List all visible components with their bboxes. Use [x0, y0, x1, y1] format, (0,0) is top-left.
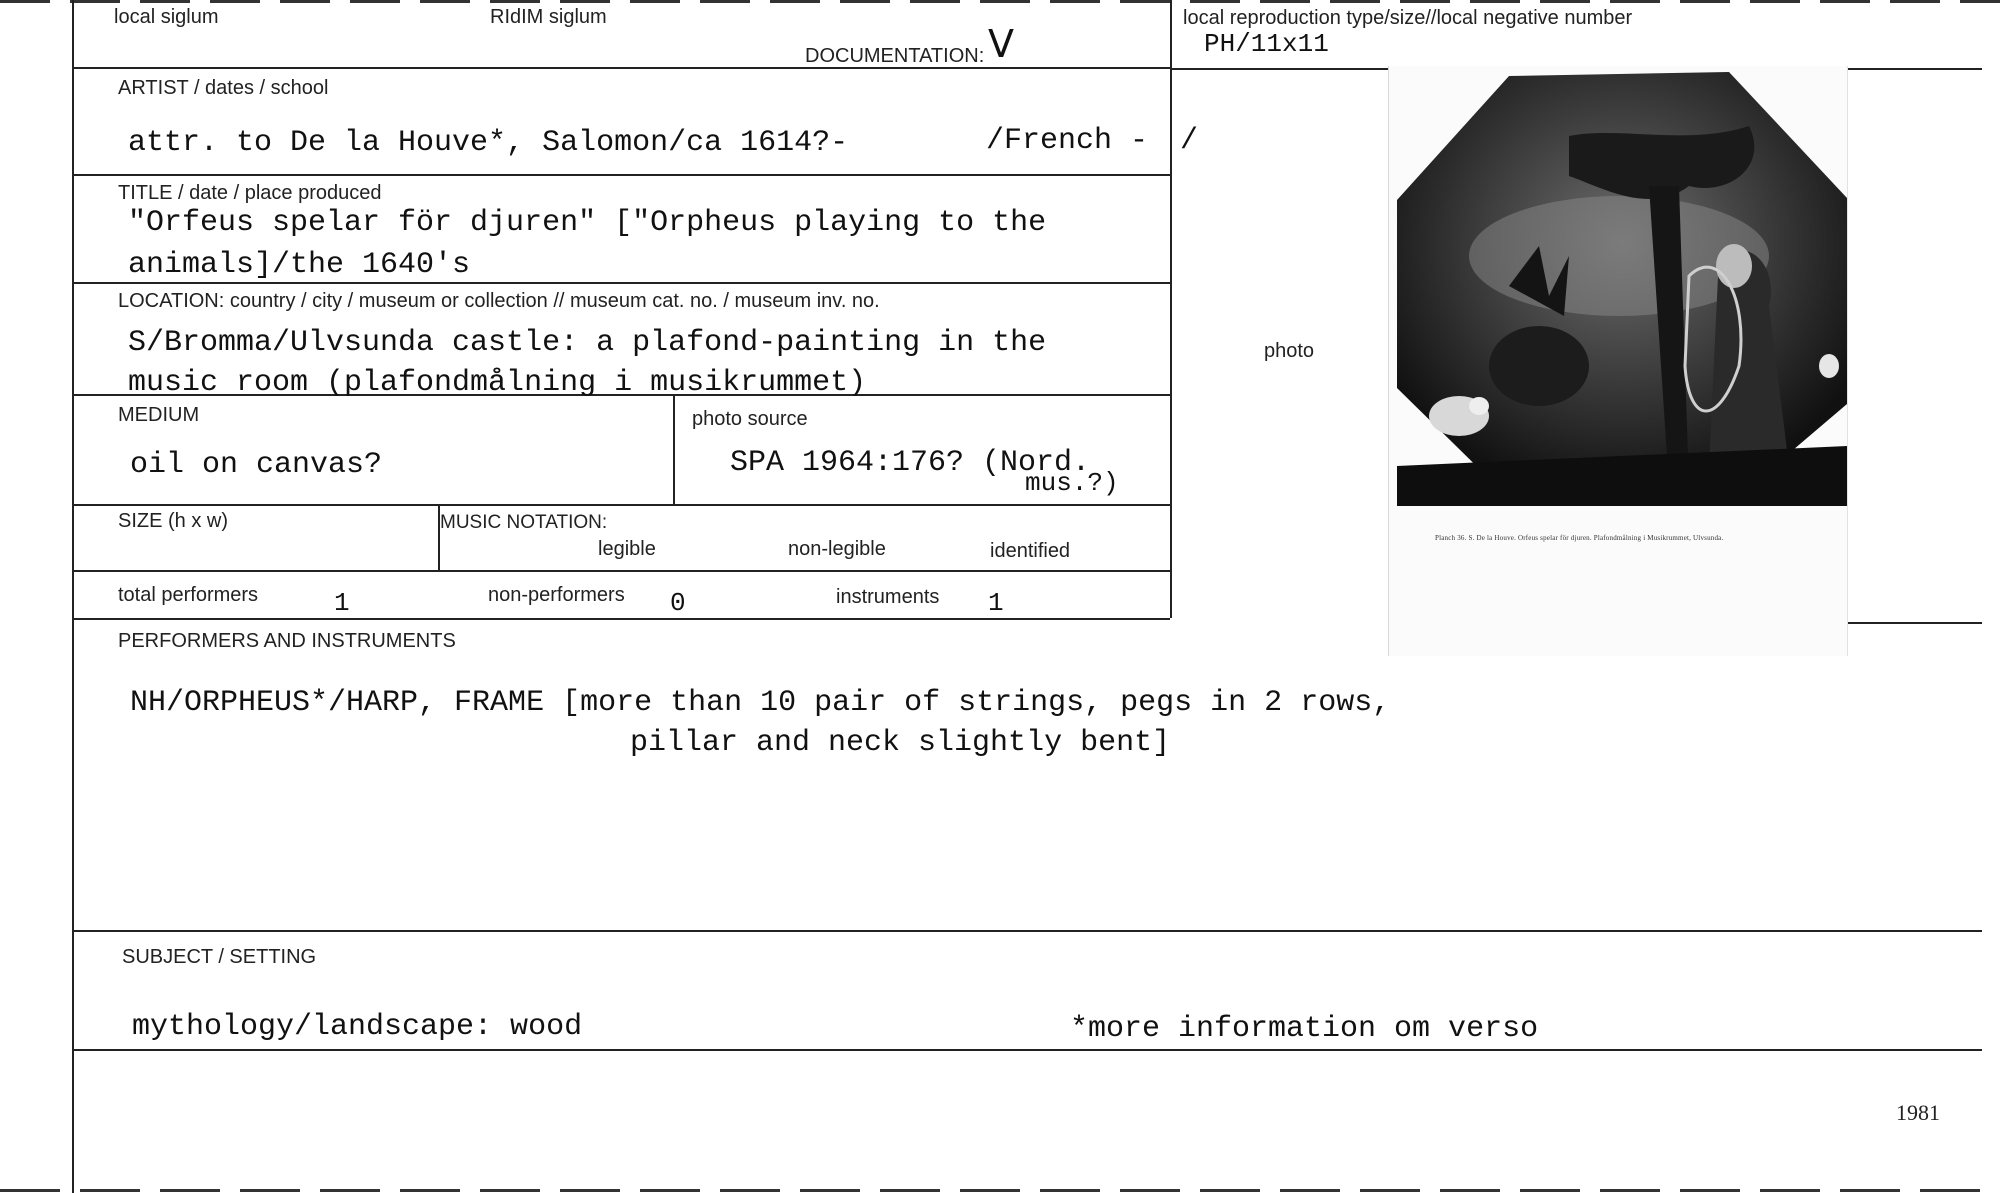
photo-source-line-1: SPA 1964:176? (Nord.	[730, 446, 1091, 480]
location-line-2: music room (plafondmålning i musikrummet)	[128, 366, 867, 400]
total-performers-value: 1	[334, 588, 350, 618]
photo-label: photo	[1264, 340, 1315, 362]
title-label: TITLE / date / place produced	[118, 182, 382, 204]
size-label: SIZE (h x w)	[118, 510, 229, 532]
notation-non-legible: non-legible	[788, 538, 886, 560]
title-line-1: "Orfeus spelar för djuren" ["Orpheus playing to the	[128, 206, 1047, 240]
ridim-siglum-label: RIdIM siglum	[490, 6, 607, 28]
music-notation-label: MUSIC NOTATION:	[440, 512, 608, 533]
local-siglum-label: local siglum	[114, 6, 219, 28]
non-performers-label: non-performers	[488, 584, 625, 606]
title-line-2: animals]/the 1640's	[128, 248, 471, 282]
photo-caption: Planch 36. S. De la Houve. Orfeus spelar för djuren. Plafondmålning i Musikrummet, Ulvsunda.	[1435, 534, 1724, 542]
artist-label: ARTIST / dates / school	[118, 77, 329, 99]
reproduction-label: local reproduction type/size//local negative number	[1183, 7, 1633, 29]
verso-note: *more information om verso	[1070, 1012, 1539, 1046]
medium-label: MEDIUM	[118, 404, 200, 426]
rule-header	[72, 67, 1170, 69]
rule-counts	[72, 618, 1170, 620]
rule-performers	[72, 930, 1982, 932]
rule-counts-right	[1848, 622, 1982, 624]
photo-source-label: photo source	[692, 408, 808, 430]
total-performers-label: total performers	[118, 584, 259, 606]
subject-value: mythology/landscape: wood	[132, 1010, 583, 1044]
location-label: LOCATION: country / city / museum or collection // museum cat. no. / museum inv. no.	[118, 290, 880, 312]
instruments-label: instruments	[836, 586, 940, 608]
photo-print	[1388, 66, 1848, 656]
card-year: 1981	[1896, 1100, 1940, 1125]
painting-image	[1389, 66, 1847, 536]
card-top-edge	[0, 0, 2000, 3]
column-divider	[1170, 0, 1172, 618]
performers-label: PERFORMERS AND INSTRUMENTS	[118, 630, 456, 652]
notation-legible: legible	[598, 538, 656, 560]
non-performers-value: 0	[670, 588, 686, 618]
location-line-1: S/Bromma/Ulvsunda castle: a plafond-painting in the	[128, 326, 1047, 360]
rule-title	[72, 282, 1170, 284]
rule-medium	[72, 504, 1170, 506]
photo-source-line-2: mus.?)	[1025, 468, 1119, 498]
rule-artist	[72, 174, 1170, 176]
documentation-checkmark: V	[988, 22, 1014, 66]
performers-line-1: NH/ORPHEUS*/HARP, FRAME [more than 10 pair of strings, pegs in 2 rows,	[130, 686, 1391, 720]
instruments-value: 1	[988, 588, 1004, 618]
rule-subject	[72, 1049, 1982, 1051]
performers-line-2: pillar and neck slightly bent]	[630, 726, 1171, 760]
card-left-border	[72, 0, 74, 1193]
rule-size	[72, 570, 1170, 572]
subject-label: SUBJECT / SETTING	[122, 946, 317, 968]
notation-identified: identified	[990, 540, 1071, 562]
reproduction-value: PH/11x11	[1204, 29, 1329, 59]
card-bottom-edge	[0, 1189, 2000, 1192]
medium-value: oil on canvas?	[130, 448, 383, 482]
artist-school-mark: /	[1180, 124, 1199, 158]
artist-school: /French -	[986, 124, 1149, 158]
medium-photo-source-divider	[673, 394, 675, 504]
artist-value: attr. to De la Houve*, Salomon/ca 1614?-	[128, 126, 849, 160]
documentation-label: DOCUMENTATION:	[805, 45, 985, 67]
